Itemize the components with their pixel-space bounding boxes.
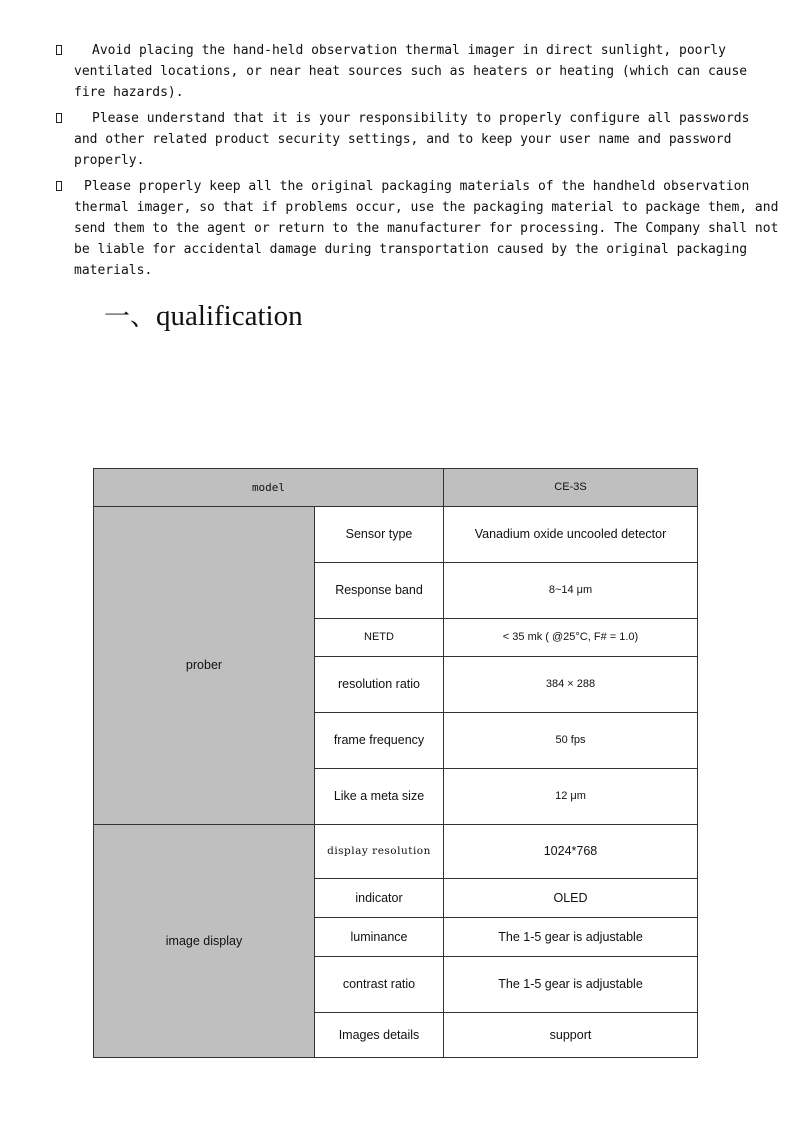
- value-cell: support: [444, 1013, 698, 1058]
- note-text: Please properly keep all the original packaging materials of the handheld observation thermal imager, so that if problems occur, use the packaging material to package them, and send them to the agent or return to the manufacturer for processing. The Company shall not be liable for accidental damage during transportation caused by the original packaging materials.: [74, 179, 779, 278]
- value-cell: 1024*768: [444, 825, 698, 879]
- bullet-box-icon: [56, 181, 62, 191]
- section-heading: [104, 296, 303, 337]
- safety-notes-list: [56, 40, 780, 286]
- group-image-display: image display: [94, 825, 315, 1058]
- safety-note: [56, 40, 780, 103]
- param-cell: indicator: [315, 879, 444, 918]
- value-cell: 12 μm: [444, 769, 698, 825]
- value-cell: 384 × 288: [444, 657, 698, 713]
- param-cell: Like a meta size: [315, 769, 444, 825]
- table-row: [94, 507, 698, 563]
- value-cell: 50 fps: [444, 713, 698, 769]
- bullet-box-icon: [56, 45, 62, 55]
- value-cell: < 35 mk ( @25°C, F# = 1.0): [444, 619, 698, 657]
- param-cell: contrast ratio: [315, 957, 444, 1013]
- group-prober: prober: [94, 507, 315, 825]
- param-cell: luminance: [315, 918, 444, 957]
- bullet-box-icon: [56, 113, 62, 123]
- model-value: CE-3S: [444, 469, 698, 507]
- param-cell: resolution ratio: [315, 657, 444, 713]
- note-text: Please understand that it is your responsibility to properly configure all passwords and other related product security settings, and to keep your user name and password properly.: [74, 111, 750, 168]
- note-text: Avoid placing the hand-held observation thermal imager in direct sunlight, poorly ventilated locations, or near heat sources such as heaters or heating (which can cause fire hazards).: [74, 43, 748, 100]
- value-cell: Vanadium oxide uncooled detector: [444, 507, 698, 563]
- table-row: [94, 825, 698, 879]
- value-cell: OLED: [444, 879, 698, 918]
- param-cell: NETD: [315, 619, 444, 657]
- specification-table: [93, 468, 698, 1058]
- safety-note: [56, 176, 780, 281]
- param-cell: display resolution: [315, 825, 444, 879]
- table-header-row: [94, 469, 698, 507]
- value-cell: 8~14 μm: [444, 563, 698, 619]
- param-cell: Images details: [315, 1013, 444, 1058]
- param-cell: frame frequency: [315, 713, 444, 769]
- model-label: model: [94, 469, 444, 507]
- section-title: qualification: [156, 300, 303, 332]
- param-cell: Sensor type: [315, 507, 444, 563]
- value-cell: The 1-5 gear is adjustable: [444, 918, 698, 957]
- value-cell: The 1-5 gear is adjustable: [444, 957, 698, 1013]
- param-cell: Response band: [315, 563, 444, 619]
- safety-note: [56, 108, 780, 171]
- section-number: 一、: [104, 302, 157, 332]
